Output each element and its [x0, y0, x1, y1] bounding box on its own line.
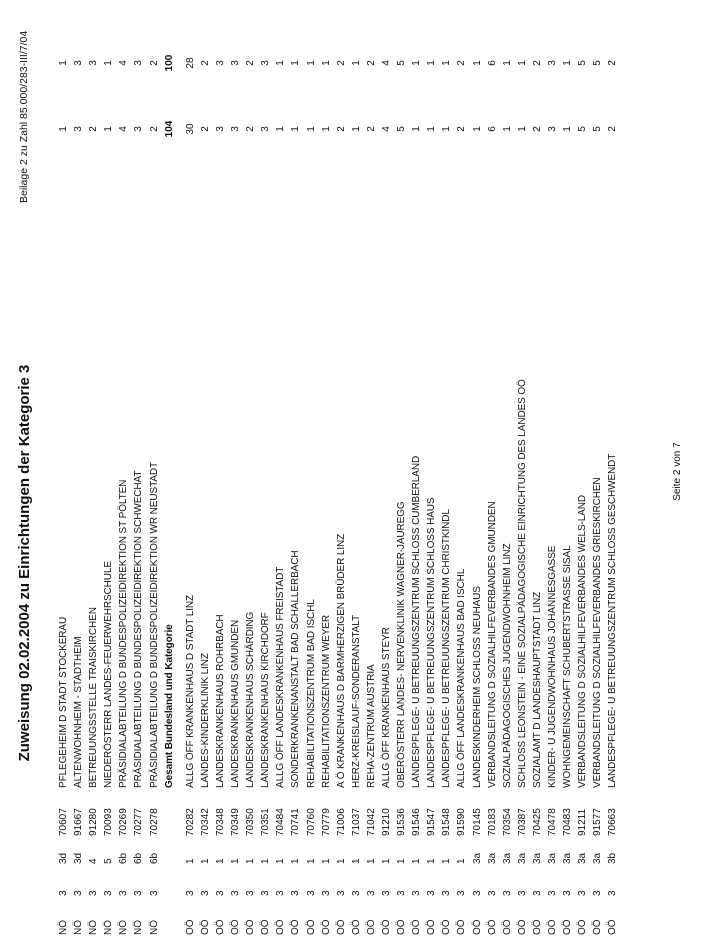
zone-cell: 3 [380, 890, 392, 896]
institution-name-cell: Gesamt Bundesland und Kategorie [163, 624, 175, 788]
state-cell: OÖ [275, 919, 287, 935]
value-column-1-cell: 1 [501, 126, 513, 132]
category-cell: 6b [133, 852, 145, 864]
value-column-1-cell: 1 [275, 126, 287, 132]
institution-number-cell: 70741 [290, 808, 302, 836]
value-column-2-cell: 2 [245, 60, 257, 66]
state-cell: OÖ [380, 919, 392, 935]
zone-cell: 3 [245, 890, 257, 896]
zone-cell: 3 [118, 890, 130, 896]
table-row [394, 0, 409, 943]
value-column-2-cell: 100 [163, 54, 175, 72]
value-column-2-cell: 2 [148, 60, 160, 66]
table-row [273, 0, 288, 943]
state-cell: OÖ [199, 919, 211, 935]
state-cell: NÖ [133, 920, 145, 935]
institution-number-cell: 91590 [456, 808, 468, 836]
institution-number-cell: 70663 [607, 808, 619, 836]
institution-number-cell: 70269 [118, 808, 130, 836]
value-column-2-cell: 2 [531, 60, 543, 66]
state-cell: NÖ [118, 920, 130, 935]
value-column-1-cell: 1 [103, 126, 115, 132]
institution-name-cell: REHA-ZENTRUM AUSTRIA [365, 664, 377, 788]
value-column-2-cell: 3 [260, 60, 272, 66]
zone-cell: 3 [290, 890, 302, 896]
value-column-2-cell: 1 [305, 60, 317, 66]
state-cell: OÖ [441, 919, 453, 935]
category-cell: 1 [214, 858, 226, 864]
table-row [605, 0, 620, 943]
value-column-1-cell: 5 [577, 126, 589, 132]
state-cell: OÖ [260, 919, 272, 935]
state-cell: OÖ [335, 919, 347, 935]
table-row [364, 0, 379, 943]
institution-number-cell: 70277 [133, 808, 145, 836]
value-column-1-cell: 1 [290, 126, 302, 132]
institution-name-cell: NIEDERÖSTERR LANDES-FEUERWEHRSCHULE [103, 561, 115, 788]
table-row [545, 0, 560, 943]
institution-number-cell: 70484 [275, 808, 287, 836]
category-cell: 1 [441, 858, 453, 864]
category-cell: 3a [471, 852, 483, 864]
value-column-1-cell: 2 [531, 126, 543, 132]
institution-number-cell: 91547 [426, 808, 438, 836]
category-cell: 1 [426, 858, 438, 864]
state-cell: NÖ [58, 920, 69, 935]
institution-number-cell: 70779 [320, 808, 332, 836]
table-row [590, 0, 605, 943]
table-row [71, 0, 86, 943]
zone-cell: 3 [260, 890, 272, 896]
value-column-1-cell: 2 [365, 126, 377, 132]
value-column-2-cell: 1 [562, 60, 574, 66]
category-cell: 1 [245, 858, 257, 864]
value-column-1-cell: 2 [335, 126, 347, 132]
institution-number-cell: 70354 [501, 808, 513, 836]
value-column-1-cell: 30 [184, 123, 196, 135]
table-row [304, 0, 319, 943]
state-cell: OÖ [471, 919, 483, 935]
value-column-1-cell: 5 [592, 126, 604, 132]
zone-cell: 3 [441, 890, 453, 896]
value-column-1-cell: 1 [411, 126, 423, 132]
institution-number-cell: 70282 [184, 808, 196, 836]
institution-number-cell: 70278 [148, 808, 160, 836]
value-column-1-cell: 3 [547, 126, 558, 132]
value-column-1-cell: 3 [260, 126, 272, 132]
zone-cell: 3 [471, 890, 483, 896]
value-column-2-cell: 4 [380, 60, 392, 66]
institution-name-cell: ALLG ÖFF LANDESKRANKENHAUS FREISTADT [275, 566, 287, 788]
state-cell: OÖ [230, 919, 242, 935]
institution-name-cell: ALTENWOHNHEIM - STADTHEIM [73, 636, 85, 788]
table-row [485, 0, 500, 943]
zone-cell: 3 [350, 890, 362, 896]
zone-cell: 3 [486, 890, 498, 896]
state-cell: OÖ [547, 919, 558, 935]
attachment-reference: Beilage 2 zu Zahl 85.000/283-III/7/04 [18, 30, 30, 203]
zone-cell: 3 [456, 890, 468, 896]
value-column-2-cell: 1 [350, 60, 362, 66]
institution-number-cell: 70350 [245, 808, 257, 836]
category-cell: 1 [320, 858, 332, 864]
state-cell: OÖ [320, 919, 332, 935]
table-row [575, 0, 590, 943]
institution-number-cell: 71037 [350, 808, 362, 836]
zone-cell: 3 [103, 890, 115, 896]
value-column-2-cell: 3 [214, 60, 226, 66]
category-cell: 3a [577, 852, 589, 864]
institution-name-cell: KINDER- U JUGENDWOHNHAUS JOHANNESGASSE [547, 545, 558, 788]
zone-cell: 3 [148, 890, 160, 896]
institution-name-cell: PRÄSIDIALABTEILUNG D BUNDESPOLIZEIDIREKTION WR NEUSTADT [148, 461, 160, 788]
institution-number-cell: 71006 [335, 808, 347, 836]
category-cell: 1 [230, 858, 242, 864]
zone-cell: 3 [592, 890, 604, 896]
table-row [258, 0, 273, 943]
category-cell: 3a [592, 852, 604, 864]
value-column-2-cell: 1 [290, 60, 302, 66]
category-cell: 1 [456, 858, 468, 864]
value-column-2-cell: 2 [365, 60, 377, 66]
institution-number-cell: 70607 [58, 808, 69, 836]
institution-name-cell: LANDESPFLEGE- U BETREUUNGSZENTRUM CHRISTKINDL [441, 509, 453, 788]
category-cell: 3a [486, 852, 498, 864]
value-column-2-cell: 1 [103, 60, 115, 66]
zone-cell: 3 [501, 890, 513, 896]
institution-name-cell: ALLG ÖFF KRANKENHAUS STEYR [380, 627, 392, 788]
total-row [162, 0, 177, 943]
value-column-2-cell: 1 [58, 60, 69, 66]
value-column-1-cell: 1 [58, 126, 69, 132]
institution-number-cell: 70387 [516, 808, 528, 836]
value-column-1-cell: 2 [456, 126, 468, 132]
value-column-1-cell: 1 [516, 126, 528, 132]
page-number: Seite 2 von 7 [672, 442, 683, 501]
value-column-2-cell: 3 [230, 60, 242, 66]
table-row [470, 0, 485, 943]
value-column-2-cell: 3 [88, 60, 100, 66]
institution-name-cell: LANDESKRANKENHAUS KIRCHDORF [260, 612, 272, 788]
institution-name-cell: REHABILITATIONSZENTRUM BAD ISCHL [305, 599, 317, 788]
table-row [319, 0, 334, 943]
table-row [515, 0, 530, 943]
value-column-1-cell: 2 [148, 126, 160, 132]
value-column-2-cell: 5 [577, 60, 589, 66]
institution-name-cell: WOHNGEMEINSCHAFT SCHUBERTSTRASSE SISAL [562, 545, 574, 788]
value-column-1-cell: 1 [441, 126, 453, 132]
value-column-2-cell: 1 [411, 60, 423, 66]
category-cell: 1 [396, 858, 408, 864]
category-cell: 4 [88, 858, 100, 864]
institution-name-cell: PRÄSIDIALABTEILUNG D BUNDESPOLIZEIDIREKTION SCHWECHAT [133, 470, 145, 788]
value-column-1-cell: 3 [214, 126, 226, 132]
table-row [131, 0, 146, 943]
category-cell: 3a [531, 852, 543, 864]
zone-cell: 3 [58, 890, 69, 896]
zone-cell: 3 [396, 890, 408, 896]
institution-number-cell: 70425 [531, 808, 543, 836]
state-cell: OÖ [411, 919, 423, 935]
institution-number-cell: 70478 [547, 808, 558, 836]
category-cell: 1 [260, 858, 272, 864]
value-column-1-cell: 2 [88, 126, 100, 132]
institution-number-cell: 91577 [592, 808, 604, 836]
institution-name-cell: VERBANDSLEITUNG D SOZIALHILFEVERBANDES WELS-LAND [577, 494, 589, 788]
zone-cell: 3 [562, 890, 574, 896]
institution-number-cell: 91280 [88, 808, 100, 836]
state-cell: OÖ [501, 919, 513, 935]
value-column-1-cell: 1 [350, 126, 362, 132]
value-column-2-cell: 3 [133, 60, 145, 66]
state-cell: OÖ [562, 919, 574, 935]
value-column-1-cell: 1 [320, 126, 332, 132]
institution-number-cell: 91546 [411, 808, 423, 836]
category-cell: 6b [118, 852, 130, 864]
category-cell: 1 [335, 858, 347, 864]
table-row [213, 0, 228, 943]
institution-name-cell: LANDESPFLEGE- U BETREUUNGSZENTRUM SCHLOSS CUMBERLAND [411, 455, 423, 788]
zone-cell: 3 [547, 890, 558, 896]
category-cell: 3d [58, 852, 69, 864]
value-column-1-cell: 1 [562, 126, 574, 132]
value-column-2-cell: 1 [426, 60, 438, 66]
category-cell: 1 [380, 858, 392, 864]
zone-cell: 3 [133, 890, 145, 896]
table-row [454, 0, 469, 943]
value-column-1-cell: 1 [305, 126, 317, 132]
table-row [86, 0, 101, 943]
zone-cell: 3 [320, 890, 332, 896]
zone-cell: 3 [577, 890, 589, 896]
category-cell: 3a [516, 852, 528, 864]
table-row [147, 0, 162, 943]
zone-cell: 3 [335, 890, 347, 896]
state-cell: OÖ [486, 919, 498, 935]
zone-cell: 3 [214, 890, 226, 896]
state-cell: OÖ [350, 919, 362, 935]
institution-name-cell: VERBANDSLEITUNG D SOZIALHILFEVERBANDES GRIESKIRCHEN [592, 477, 604, 788]
institution-name-cell: REHABILITATIONSZENTRUM WEYER [320, 615, 332, 788]
state-cell: OÖ [184, 919, 196, 935]
institution-number-cell: 70145 [471, 808, 483, 836]
category-cell: 1 [184, 858, 196, 864]
state-cell: OÖ [214, 919, 226, 935]
value-column-1-cell: 6 [486, 126, 498, 132]
value-column-2-cell: 6 [486, 60, 498, 66]
institution-name-cell: LANDESPFLEGE- U BETREUUNGSZENTRUM SCHLOSS GESCHWENDT [607, 453, 619, 788]
institution-number-cell: 91548 [441, 808, 453, 836]
category-cell: 1 [199, 858, 211, 864]
value-column-2-cell: 1 [441, 60, 453, 66]
institution-name-cell: SOZIALAMT D LANDESHAUPTSTADT LINZ [531, 591, 543, 788]
value-column-2-cell: 1 [516, 60, 528, 66]
state-cell: OÖ [607, 919, 619, 935]
zone-cell: 3 [88, 890, 100, 896]
value-column-1-cell: 4 [118, 126, 130, 132]
institution-number-cell: 70483 [562, 808, 574, 836]
state-cell: NÖ [148, 920, 160, 935]
value-column-1-cell: 2 [199, 126, 211, 132]
value-column-2-cell: 3 [73, 60, 85, 66]
institution-name-cell: ALLG ÖFF LANDESKRANKENHAUS BAD ISCHL [456, 568, 468, 788]
institution-name-cell: LANDESKINDERHEIM SCHLOSS NEUHAUS [471, 586, 483, 788]
table-row [183, 0, 198, 943]
institution-table [56, 0, 620, 943]
institution-number-cell: 91667 [73, 808, 85, 836]
category-cell: 3a [501, 852, 513, 864]
state-cell: OÖ [516, 919, 528, 935]
value-column-2-cell: 4 [118, 60, 130, 66]
value-column-2-cell: 5 [592, 60, 604, 66]
table-row [116, 0, 131, 943]
value-column-2-cell: 1 [471, 60, 483, 66]
value-column-1-cell: 104 [163, 120, 175, 138]
zone-cell: 3 [305, 890, 317, 896]
value-column-2-cell: 5 [396, 60, 408, 66]
institution-name-cell: PFLEGEHEIM D STADT STOCKERAU [58, 616, 69, 788]
table-row [530, 0, 545, 943]
table-row [500, 0, 515, 943]
institution-name-cell: ALLG ÖFF KRANKENHAUS D STADT LINZ [184, 594, 196, 788]
category-cell: 3d [73, 852, 85, 864]
table-row [560, 0, 575, 943]
category-cell: 1 [411, 858, 423, 864]
category-cell: 1 [305, 858, 317, 864]
table-row [198, 0, 213, 943]
zone-cell: 3 [73, 890, 85, 896]
table-row [334, 0, 349, 943]
zone-cell: 3 [365, 890, 377, 896]
value-column-1-cell: 3 [133, 126, 145, 132]
value-column-2-cell: 3 [547, 60, 558, 66]
category-cell: 3a [547, 852, 558, 864]
value-column-2-cell: 1 [320, 60, 332, 66]
institution-name-cell: LANDESKRANKENHAUS SCHÄRDING [245, 611, 257, 788]
table-row [424, 0, 439, 943]
institution-name-cell: OBERÖSTERR LANDES- NERVENKLINIK WAGNER-JAUREGG [396, 501, 408, 788]
zone-cell: 3 [184, 890, 196, 896]
state-cell: OÖ [396, 919, 408, 935]
zone-cell: 3 [230, 890, 242, 896]
zone-cell: 3 [516, 890, 528, 896]
value-column-1-cell: 1 [471, 126, 483, 132]
table-row [228, 0, 243, 943]
institution-name-cell: VERBANDSLEITUNG D SOZIALHILFEVERBANDES GMUNDEN [486, 501, 498, 788]
state-cell: NÖ [88, 920, 100, 935]
zone-cell: 3 [426, 890, 438, 896]
document-title: Zuweisung 02.02.2004 zu Einrichtungen der Kategorie 3 [16, 364, 33, 762]
institution-number-cell: 70351 [260, 808, 272, 836]
state-cell: OÖ [456, 919, 468, 935]
category-cell: 5 [103, 858, 115, 864]
state-cell: OÖ [365, 919, 377, 935]
institution-name-cell: LANDES-KINDERKLINIK LINZ [199, 653, 211, 788]
category-cell: 3a [562, 852, 574, 864]
zone-cell: 3 [275, 890, 287, 896]
state-cell: OÖ [426, 919, 438, 935]
institution-name-cell: PRÄSIDIALABTEILUNG D BUNDESPOLIZEIDIREKTION ST PÖLTEN [118, 479, 130, 788]
table-row [409, 0, 424, 943]
value-column-1-cell: 4 [380, 126, 392, 132]
institution-name-cell: SOZIALPÄDAGOGISCHES JUGENDWOHNHEIM LINZ [501, 543, 513, 788]
value-column-1-cell: 1 [426, 126, 438, 132]
value-column-1-cell: 3 [73, 126, 85, 132]
institution-name-cell: SCHLOSS LEONSTEIN - EINE SOZIALPÄDAGOGISCHE EINRICHTUNG DES LANDES OÖ [516, 379, 528, 788]
institution-number-cell: 70342 [199, 808, 211, 836]
table-row [288, 0, 303, 943]
value-column-2-cell: 2 [456, 60, 468, 66]
state-cell: NÖ [103, 920, 115, 935]
table-row [379, 0, 394, 943]
institution-number-cell: 70760 [305, 808, 317, 836]
institution-name-cell: HERZ-KREISLAUF-SONDERANSTALT [350, 615, 362, 788]
table-row [56, 0, 71, 943]
state-cell: OÖ [592, 919, 604, 935]
value-column-1-cell: 5 [396, 126, 408, 132]
institution-name-cell: SONDERKRANKENANSTALT BAD SCHALLERBACH [290, 550, 302, 788]
state-cell: OÖ [531, 919, 543, 935]
category-cell: 1 [365, 858, 377, 864]
value-column-2-cell: 2 [199, 60, 211, 66]
institution-number-cell: 91210 [380, 808, 392, 836]
zone-cell: 3 [607, 890, 619, 896]
zone-cell: 3 [531, 890, 543, 896]
category-cell: 1 [350, 858, 362, 864]
table-row [349, 0, 364, 943]
table-row [101, 0, 116, 943]
institution-number-cell: 71042 [365, 808, 377, 836]
value-column-2-cell: 1 [501, 60, 513, 66]
value-column-1-cell: 2 [245, 126, 257, 132]
value-column-2-cell: 28 [184, 57, 196, 69]
category-cell: 6b [148, 852, 160, 864]
category-cell: 1 [290, 858, 302, 864]
value-column-2-cell: 1 [275, 60, 287, 66]
institution-number-cell: 91211 [577, 808, 589, 836]
category-cell: 1 [275, 858, 287, 864]
state-cell: OÖ [290, 919, 302, 935]
zone-cell: 3 [411, 890, 423, 896]
category-cell: 3b [607, 852, 619, 864]
value-column-1-cell: 3 [230, 126, 242, 132]
institution-number-cell: 70348 [214, 808, 226, 836]
value-column-1-cell: 2 [607, 126, 619, 132]
institution-name-cell: LANDESKRANKENHAUS GMUNDEN [230, 619, 242, 788]
value-column-2-cell: 2 [607, 60, 619, 66]
institution-number-cell: 70349 [230, 808, 242, 836]
institution-name-cell: LANDESPFLEGE- U BETREUUNGSZENTRUM SCHLOSS HAUS [426, 497, 438, 788]
table-row [243, 0, 258, 943]
institution-name-cell: LANDESKRANKENHAUS ROHRBACH [214, 614, 226, 788]
zone-cell: 3 [199, 890, 211, 896]
state-cell: OÖ [577, 919, 589, 935]
institution-number-cell: 70183 [486, 808, 498, 836]
state-cell: OÖ [305, 919, 317, 935]
institution-name-cell: A Ö KRANKENHAUS D BARMHERZIGEN BRÜDER LINZ [335, 533, 347, 788]
institution-name-cell: BETREUUNGSSTELLE TRAISKIRCHEN [88, 607, 100, 788]
institution-number-cell: 70093 [103, 808, 115, 836]
table-row [439, 0, 454, 943]
state-cell: NÖ [73, 920, 85, 935]
state-cell: OÖ [245, 919, 257, 935]
institution-number-cell: 91536 [396, 808, 408, 836]
value-column-2-cell: 2 [335, 60, 347, 66]
